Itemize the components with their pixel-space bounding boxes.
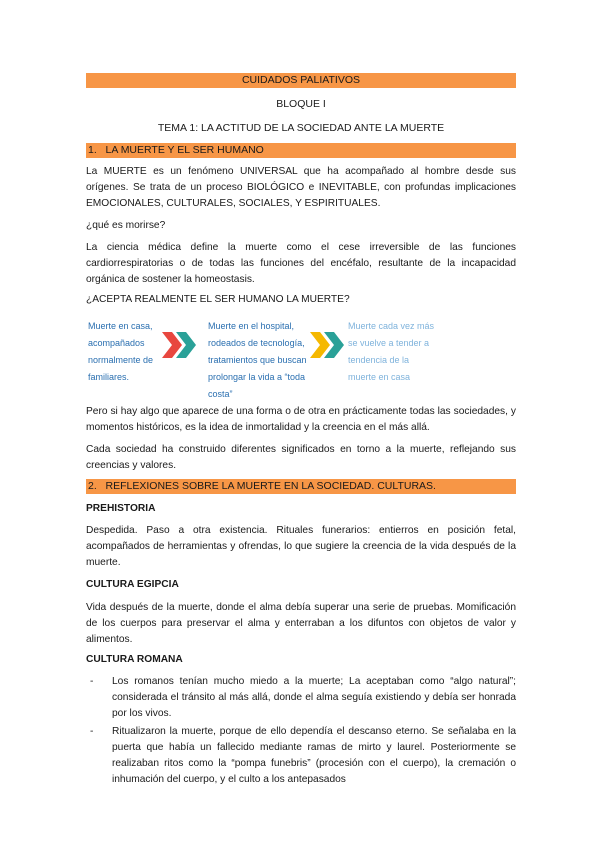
flow-step-1	[88, 318, 160, 388]
flow-step-3-line: se vuelve a tender a	[348, 338, 430, 348]
list-item	[86, 674, 516, 722]
flow-step-1-line: Muerte en casa,	[88, 321, 153, 331]
paragraph-significados: Cada sociedad ha construido diferentes significados en torno a la muerte, reflejando sus creencias y valores.	[86, 444, 516, 471]
flow-step-2-line: tratamientos que buscan	[208, 355, 307, 365]
course-title: CUIDADOS PALIATIVOS	[241, 74, 361, 86]
flow-step-1-line: familiares.	[88, 372, 130, 382]
flow-step-1-line: acompañados	[88, 338, 145, 348]
course-title-bar	[86, 73, 516, 88]
heading-cultura-romana: CULTURA ROMANA	[86, 654, 183, 665]
list-item-text: Ritualizaron la muerte, porque de ello dependía el descanso eterno. Se señalaba en la puerta que había un fallecido mediante ramas de mirto y laurel. Posteriormente se realizaban ritos como la “pompa funebris” (procesión con el cuerpo), la cremación o inhumación del cuerpo, y el culto a los antepasados	[112, 726, 516, 785]
list-item-text: Los romanos tenían mucho miedo a la muerte; La aceptaban como “algo natural”; considerada el tránsito al más allá, donde el alma seguía existiendo y debía ser honrada por los vivos.	[112, 676, 516, 719]
bullet-dash: -	[90, 726, 94, 737]
flow-step-2-line: rodeados de tecnología,	[208, 338, 305, 348]
section-2-heading: 2. REFLEXIONES SOBRE LA MUERTE EN LA SOCIEDAD. CULTURAS.	[88, 480, 436, 492]
section-1-heading: 1. LA MUERTE Y EL SER HUMANO	[88, 144, 264, 156]
list-item	[86, 724, 516, 788]
flow-step-3-line: Muerte cada vez más	[348, 321, 435, 331]
paragraph-prehistoria: Despedida. Paso a otra existencia. Rituales funerarios: entierros en posición fetal, acompañados de herramientas y ofrendas, lo que sugiere la creencia de la vida después de la muerte.	[86, 525, 516, 568]
paragraph-muerte-universal: La MUERTE es un fenómeno UNIVERSAL que ha acompañado al hombre desde sus orígenes. Se trata de un proceso BIOLÓGICO e INEVITABLE, con profundas implicaciones EMOCIONALES, CULTURALES, SOCIALES, Y ESPIRITUALES.	[86, 166, 516, 209]
question-que-es-morirse: ¿qué es morirse?	[86, 220, 166, 231]
flow-step-3-line: muerte en casa	[348, 372, 411, 382]
process-flow-diagram	[84, 318, 516, 399]
bullet-dash: -	[90, 676, 94, 687]
topic-title: TEMA 1: LA ACTITUD DE LA SOCIEDAD ANTE LA MUERTE	[157, 122, 445, 134]
flow-step-1-line: normalmente de	[88, 355, 154, 365]
paragraph-definicion-medica: La ciencia médica define la muerte como el cese irreversible de las funciones cardiorrespiratorias o de todas las funciones del encéfalo, resultante de la incapacidad orgánica de sostener la homeostasis.	[86, 242, 516, 285]
romana-bullet-list	[86, 674, 516, 788]
flow-step-3-line: tendencia de la	[348, 355, 410, 365]
question-acepta-muerte: ¿ACEPTA REALMENTE EL SER HUMANO LA MUERTE?	[86, 294, 350, 305]
block-title: BLOQUE I	[276, 98, 326, 110]
heading-cultura-egipcia: CULTURA EGIPCIA	[86, 579, 179, 590]
paragraph-inmortalidad: Pero si hay algo que aparece de una forma o de otra en prácticamente todas las sociedades, y momentos históricos, es la idea de inmortalidad y la creencia en el más allá.	[86, 406, 516, 433]
section-1-heading-bar	[86, 143, 516, 158]
flow-step-2-line: prolongar la vida a “toda costa”	[208, 372, 306, 399]
flow-step-2	[208, 318, 318, 399]
section-2-heading-bar	[86, 479, 516, 494]
flow-step-3	[348, 318, 444, 388]
heading-prehistoria: PREHISTORIA	[86, 503, 156, 514]
paragraph-cultura-egipcia: Vida después de la muerte, donde el alma debía superar una serie de pruebas. Momificación de los cuerpos para preservar el alma y enterraban a los difuntos con objetos de valor y alimentos.	[86, 602, 516, 645]
chevron-arrow-1-icon	[162, 332, 202, 358]
chevron-arrow-2-icon	[310, 332, 350, 358]
flow-step-2-line: Muerte en el hospital,	[208, 321, 295, 331]
